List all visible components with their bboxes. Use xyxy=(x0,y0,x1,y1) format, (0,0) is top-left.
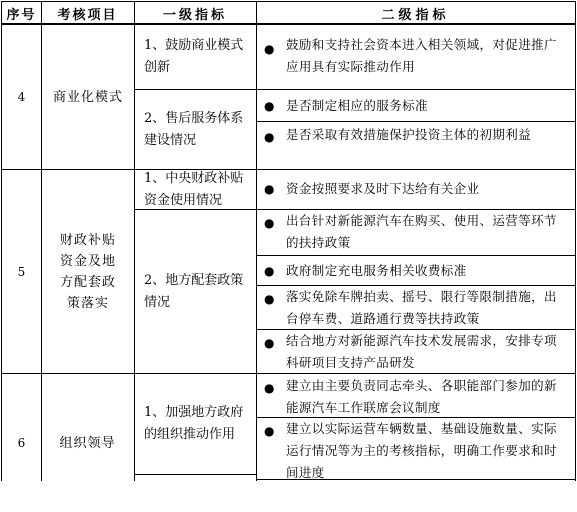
bullet-icon: ● xyxy=(264,216,275,230)
header-level1: 一级指标 xyxy=(162,7,227,23)
bullet-icon: ● xyxy=(264,130,275,144)
level2-indicator: ● 政府制定充电服务相关收费标准 xyxy=(264,263,467,278)
row-number: 4 xyxy=(17,90,26,104)
row-number: 5 xyxy=(17,265,26,279)
row-number: 6 xyxy=(17,436,26,450)
bullet-icon: ● xyxy=(264,381,275,395)
level1-indicator: 1、加强地方政府的组织推动作用 xyxy=(144,405,244,442)
assessment-item: 商业化模式 xyxy=(52,89,123,105)
assessment-item: 组织领导 xyxy=(59,435,116,451)
bullet-icon: ● xyxy=(264,292,275,306)
bullet-icon: ● xyxy=(264,99,275,113)
header-level2: 二级指标 xyxy=(381,7,450,23)
level2-indicator: ● 建立以实际运营车辆数量、基础设施数量、实际运行情况等为主的考核指标，明确工作要求和时间进度 xyxy=(264,421,557,480)
level1-indicator: 1、中央财政补贴资金使用情况 xyxy=(144,171,244,208)
header-item: 考核项目 xyxy=(57,7,118,23)
bullet-icon: ● xyxy=(264,336,275,350)
level2-indicator: ● 出台针对新能源汽车在购买、使用、运营等环节的扶持政策 xyxy=(264,213,557,250)
level1-indicator: 2、售后服务体系建设情况 xyxy=(144,111,244,148)
level1-indicator: 1、鼓励商业模式创新 xyxy=(144,38,244,75)
header-no: 序号 xyxy=(6,7,37,23)
level1-indicator: 2、地方配套政策情况 xyxy=(144,273,244,310)
bullet-icon: ● xyxy=(264,42,275,56)
level2-indicator: ● 资金按照要求及时下达给有关企业 xyxy=(264,181,480,196)
bullet-icon: ● xyxy=(264,424,275,438)
level2-indicator: ● 是否制定相应的服务标准 xyxy=(264,98,428,113)
level2-indicator: ● 落实免除车牌拍卖、摇号、限行等限制措施，出台停车费、道路通行费等扶持政策 xyxy=(264,289,557,326)
bullet-icon: ● xyxy=(264,264,275,278)
level2-indicator: ● 是否采取有效措施保护投资主体的初期利益 xyxy=(264,127,532,144)
level2-indicator: ● 结合地方对新能源汽车技术发展需求，安排专项科研项目支持产品研发 xyxy=(264,333,557,370)
level2-indicator: ● 建立由主要负责同志牵头、各职能部门参加的新能源汽车工作联席会议制度 xyxy=(264,378,557,415)
bullet-icon: ● xyxy=(264,182,275,196)
assessment-item: 财政补贴资金及地方配套政策落实 xyxy=(59,233,116,311)
level2-indicator: ● 鼓励和支持社会资本进入相关领域，对促进推广应用具有实际推动作用 xyxy=(264,37,557,74)
